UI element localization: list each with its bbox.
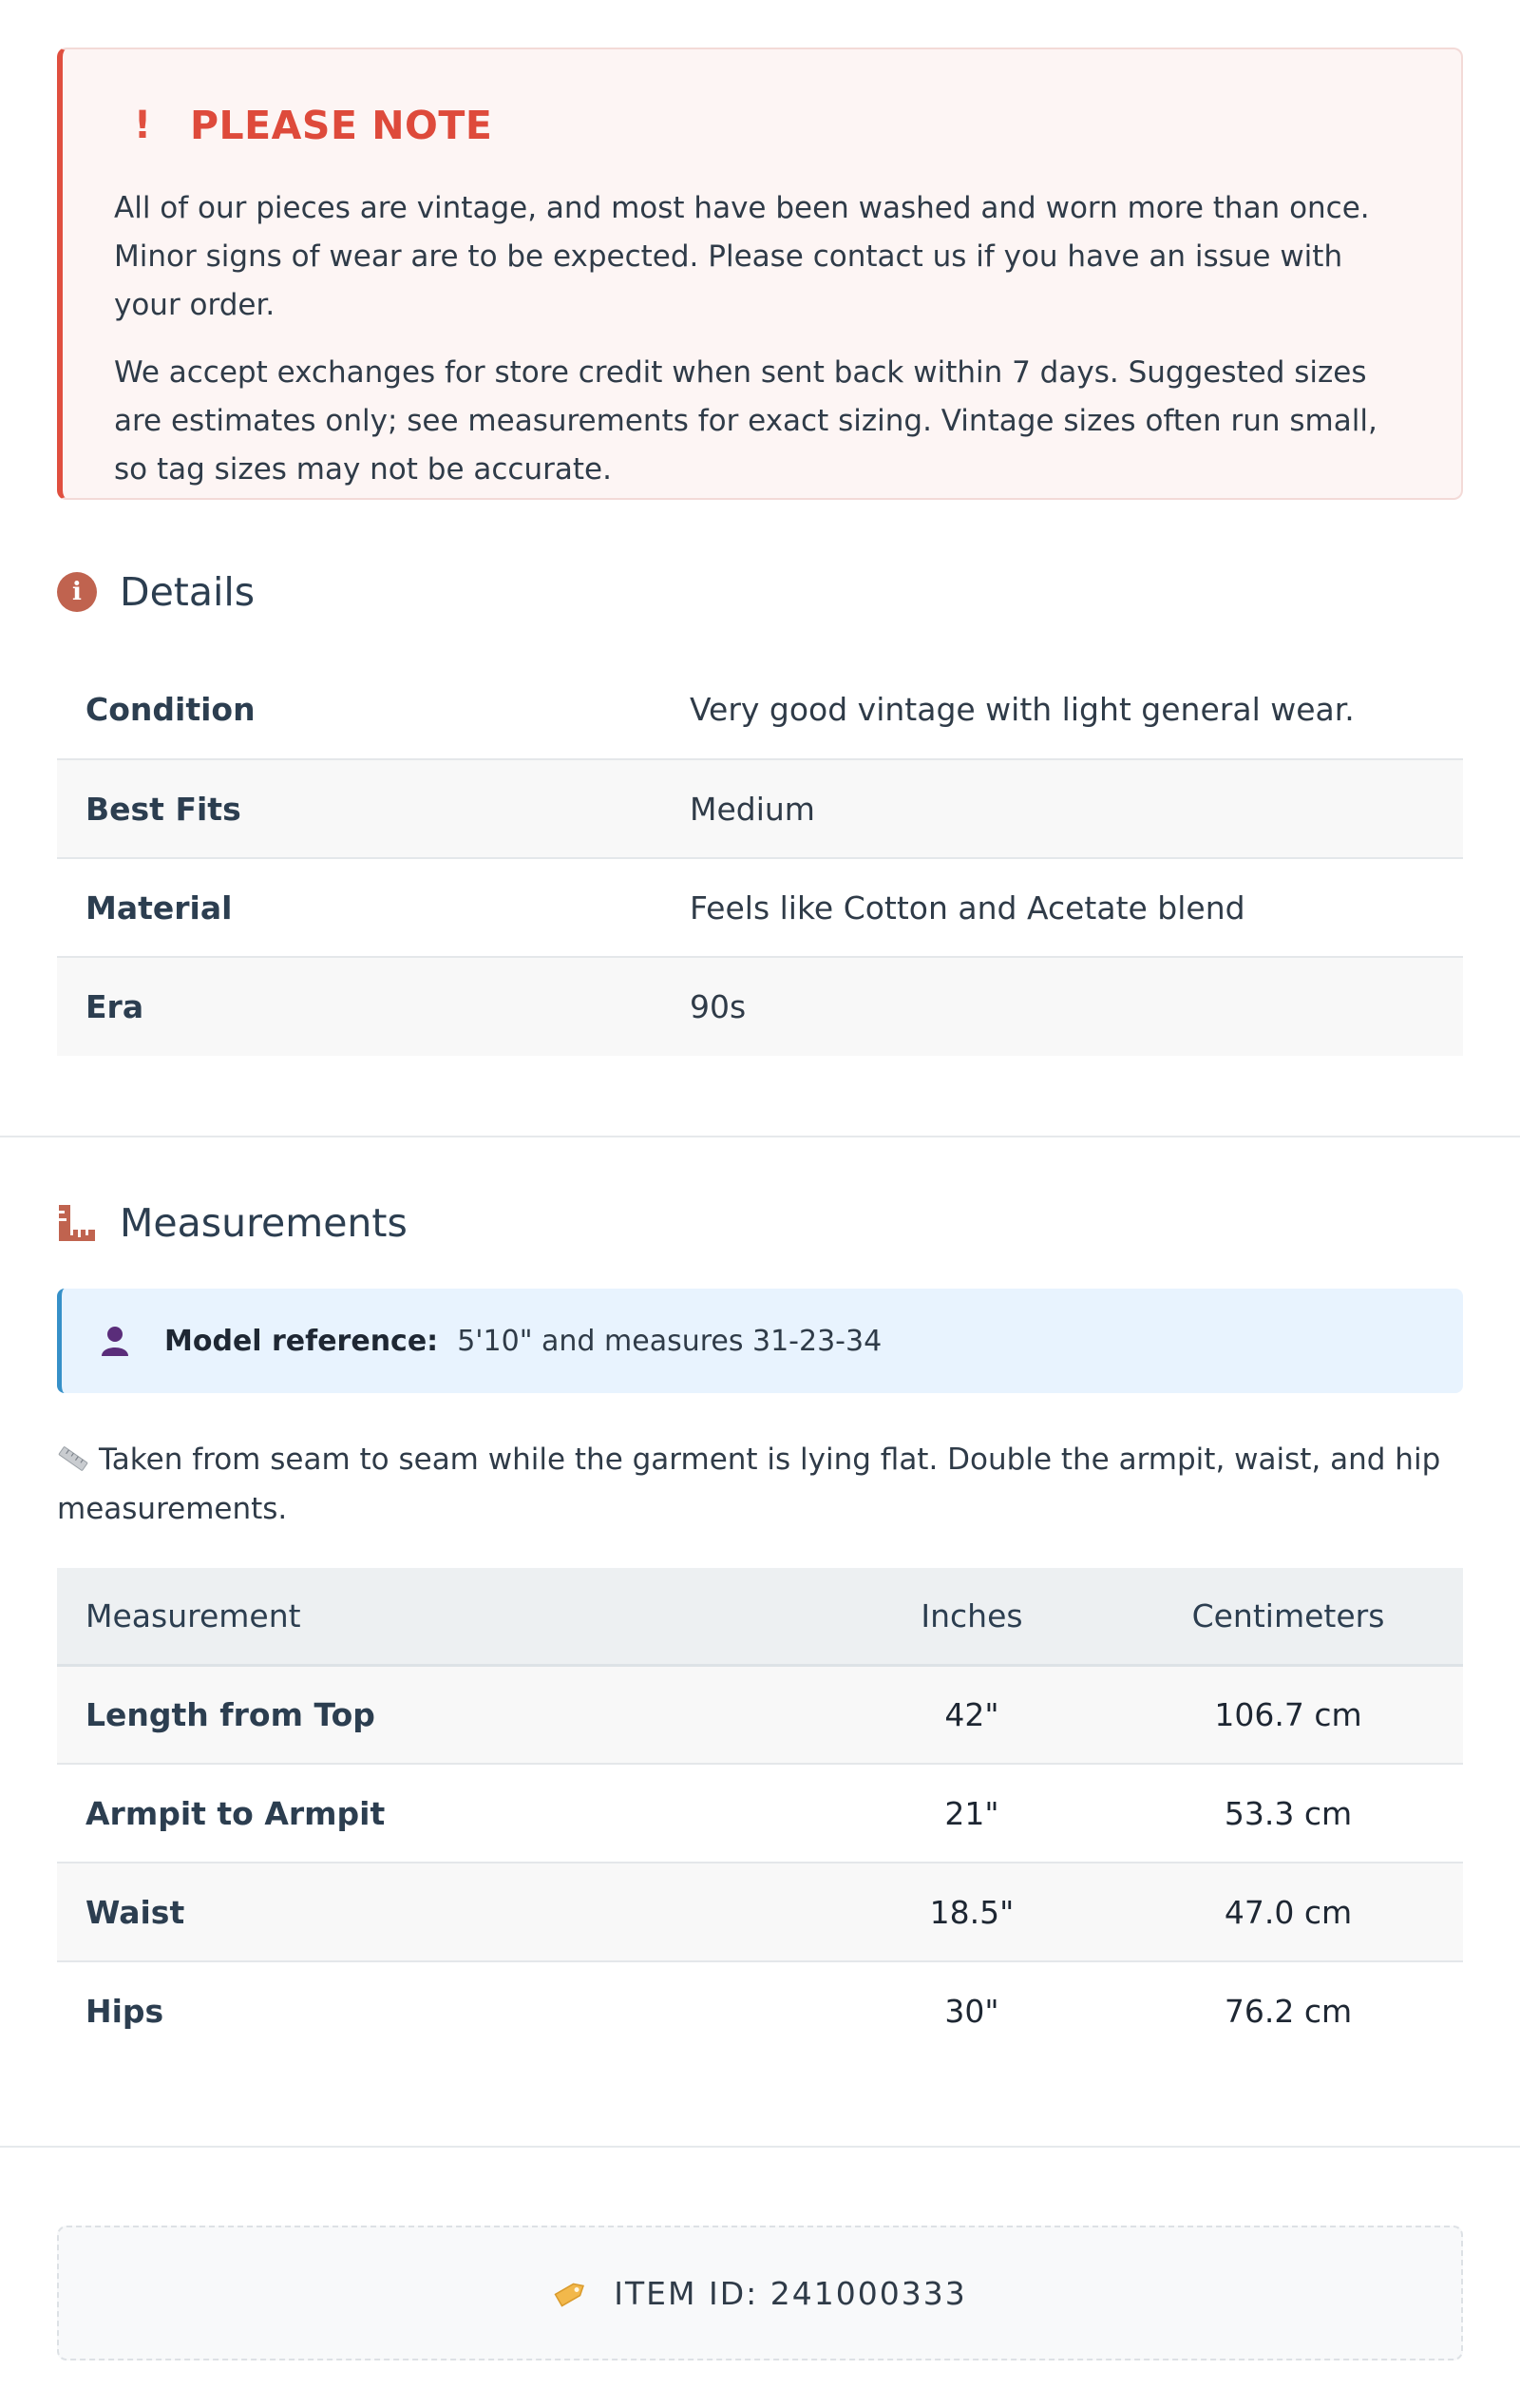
table-row	[57, 957, 1463, 1056]
info-circle-icon: i	[57, 572, 97, 612]
measurement-name: Waist	[57, 1863, 830, 1961]
detail-value: 90s	[690, 957, 1463, 1056]
notice-paragraph: We accept exchanges for store credit when sent back within 7 days. Suggested sizes are estimates only; see measurements for exact sizing. Vintage sizes often run small, so tag sizes may not be accurate.	[114, 355, 1378, 487]
ruler-icon	[57, 1203, 97, 1243]
measurements-title: Measurements	[120, 1200, 408, 1246]
please-note-box	[57, 48, 1463, 500]
notice-header	[114, 105, 1412, 146]
notice-paragraph: All of our pieces are vintage, and most have been washed and worn more than once. Minor signs of wear are to be expected. Please contact us if you have an issue with your order.	[114, 191, 1370, 322]
section-divider	[0, 2146, 1520, 2148]
measurement-cm: 76.2 cm	[1224, 1993, 1353, 2030]
measurement-name: Armpit to Armpit	[57, 1764, 830, 1863]
column-header: Measurement	[57, 1568, 830, 1665]
column-header: Centimeters	[1113, 1568, 1463, 1665]
detail-label: Condition	[57, 660, 690, 759]
measurement-note	[57, 1435, 1463, 1534]
measurement-cm: 106.7 cm	[1113, 1665, 1463, 1764]
details-title: Details	[120, 569, 256, 615]
measurements-table	[57, 1568, 1463, 2060]
model-reference-value: 5'10" and measures 31-23-34	[457, 1324, 883, 1358]
table-row	[57, 1665, 1463, 1764]
exclamation-icon: !	[133, 104, 152, 147]
measurement-cm: 47.0 cm	[1113, 1863, 1463, 1961]
detail-value: Very good vintage with light general wear.	[690, 660, 1463, 759]
section-divider	[0, 1136, 1520, 1137]
ruler-emoji-icon	[57, 1439, 89, 1467]
details-heading	[57, 569, 255, 615]
table-row	[57, 1961, 1463, 2060]
table-row	[57, 1863, 1463, 1961]
measurement-inches: 18.5"	[830, 1863, 1113, 1961]
tag-icon	[553, 2277, 589, 2309]
table-row	[57, 858, 1463, 957]
detail-value: Medium	[690, 759, 1463, 858]
measurement-name: Hips	[86, 1993, 164, 2030]
table-header-row	[57, 1568, 1463, 1665]
person-icon	[98, 1324, 132, 1358]
measurement-cm: 53.3 cm	[1113, 1764, 1463, 1863]
details-table	[57, 660, 1463, 1056]
detail-label: Best Fits	[57, 759, 690, 858]
measurement-inches: 30"	[944, 1993, 999, 2030]
model-reference-label: Model reference:	[164, 1324, 439, 1358]
column-header: Inches	[830, 1568, 1113, 1665]
table-row	[57, 1764, 1463, 1863]
item-id-label: ITEM ID: 241000333	[614, 2274, 967, 2312]
detail-value: Feels like Cotton and Acetate blend	[690, 858, 1463, 957]
measurement-note-text: Taken from seam to seam while the garment is lying flat. Double the armpit, waist, and hip measurements.	[57, 1443, 1441, 1526]
measurements-heading	[57, 1200, 408, 1246]
measurement-inches: 21"	[830, 1764, 1113, 1863]
notice-title: PLEASE NOTE	[190, 103, 493, 148]
table-row	[57, 759, 1463, 858]
model-reference-box	[57, 1289, 1463, 1393]
detail-label: Era	[57, 957, 690, 1056]
detail-label: Material	[57, 858, 690, 957]
item-id-box	[57, 2226, 1463, 2360]
measurement-name: Length from Top	[57, 1665, 830, 1764]
table-row	[57, 660, 1463, 759]
measurement-inches: 42"	[830, 1665, 1113, 1764]
